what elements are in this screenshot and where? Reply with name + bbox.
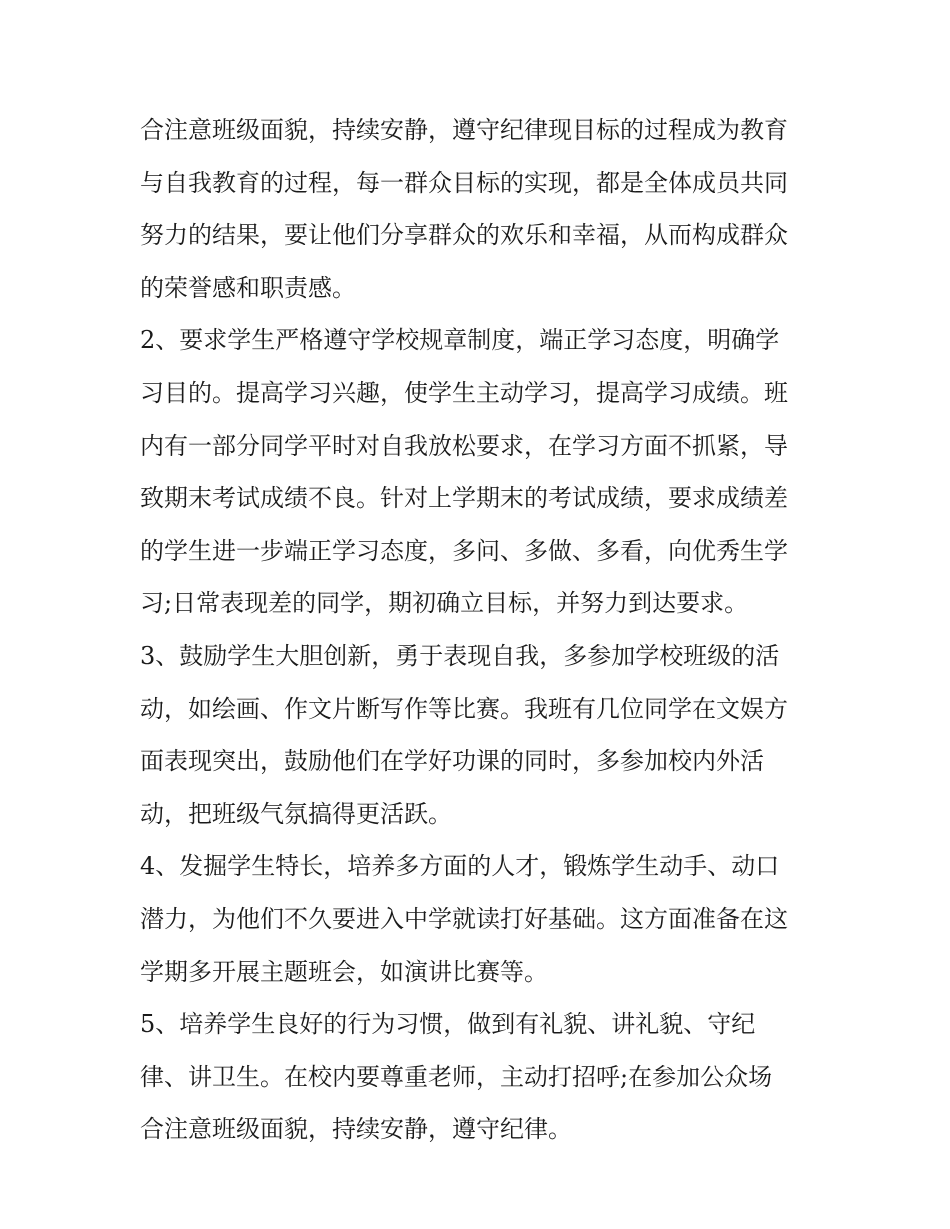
text-line: 潜力，为他们不久要进入中学就读打好基础。这方面准备在这 [140,904,788,933]
document-body [140,104,820,1156]
text-line: 律、讲卫生。在校内要尊重老师，主动打招呼;在参加公众场 [140,1062,773,1091]
text-line: 习目的。提高学习兴趣，使学生主动学习，提高学习成绩。班 [140,378,788,407]
text-line: 面表现突出，鼓励他们在学好功课的同时，多参加校内外活 [140,747,764,776]
text-line: 合注意班级面貌，持续安静，遵守纪律现目标的过程成为教育 [140,116,788,144]
text-line: 与自我教育的过程，每一群众目标的实现，都是全体成员共同 [140,168,788,197]
text-line: 2、要求学生严格遵守学校规章制度，端正学习态度，明确学 [140,326,780,355]
text-line: 动，如绘画、作文片断写作等比赛。我班有几位同学在文娱方 [140,694,788,723]
text-line: 努力的结果，要让他们分享群众的欢乐和幸福，从而构成群众 [140,221,788,250]
text-line: 4、发掘学生特长，培养多方面的人才，锻炼学生动手、动口 [140,852,780,881]
text-line: 学期多开展主题班会，如演讲比赛等。 [140,957,548,986]
text-line: 合注意班级面貌，持续安静，遵守纪律。 [140,1115,572,1144]
text-line: 致期末考试成绩不良。针对上学期末的考试成绩，要求成绩差 [140,484,788,513]
text-line: 内有一部分同学平时对自我放松要求，在学习方面不抓紧，导 [140,431,788,460]
text-line: 的荣誉感和职责感。 [140,273,356,302]
text-line: 的学生进一步端正学习态度，多问、多做、多看，向优秀生学 [140,536,788,565]
text-line: 5、培养学生良好的行为习惯，做到有礼貌、讲礼貌、守纪 [140,1010,756,1039]
text-line: 3、鼓励学生大胆创新，勇于表现自我，多参加学校班级的活 [140,641,780,670]
text-line: 动，把班级气氛搞得更活跃。 [140,799,452,828]
text-line: 习;日常表现差的同学，期初确立目标，并努力到达要求。 [140,589,749,618]
